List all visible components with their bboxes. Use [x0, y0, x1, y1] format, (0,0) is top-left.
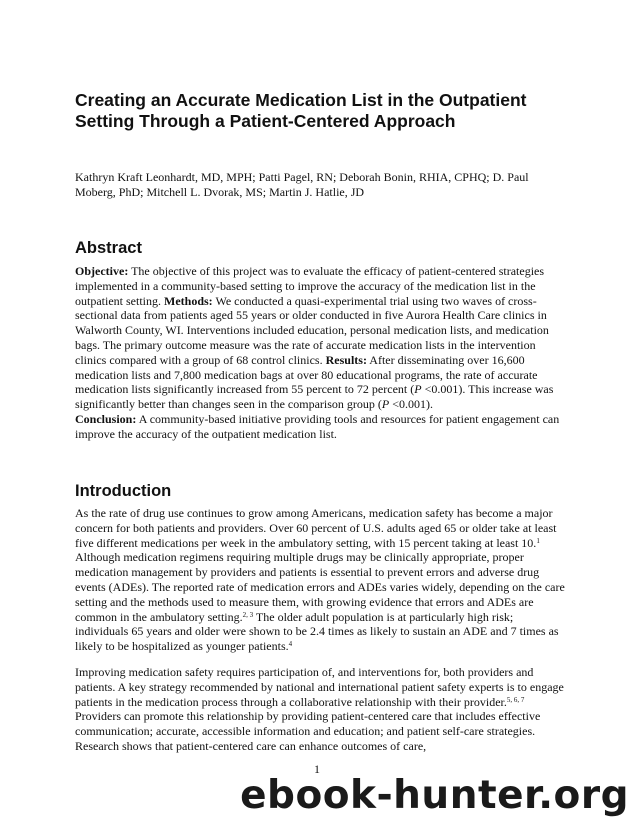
objective-text: The objective of this project was to evaluate the efficacy of patient-centered strategies implemented in a community-based setting to improve the accuracy of the medication list in the outpatient setting.: [75, 264, 545, 308]
introduction-paragraph-1: [75, 506, 565, 654]
body-text: Providers can promote this relationship by providing patient-centered care that includes effective communication; accurate, accessible information and education; and patient self-care strategies. Research shows that patient-centered care can enhance outcomes of care,: [75, 709, 541, 753]
conclusion-text: A community-based initiative providing tools and resources for patient engagement can improve the accuracy of the outpatient medication list.: [75, 411, 560, 441]
author-list: Kathryn Kraft Leonhardt, MD, MPH; Patti Pagel, RN; Deborah Bonin, RHIA, CPHQ; D. Paul Moberg, PhD; Mitchell L. Dvorak, MS; Martin J. Hatlie, JD: [75, 170, 529, 199]
body-text: As the rate of drug use continues to grow among Americans, medication safety has become a major concern for both patients and providers. Over 60 percent of U.S. adults aged 65 or older take at least five different medications per week in the ambulatory setting, with 15 percent taking at least 10.: [75, 506, 557, 550]
conclusion-label: Conclusion:: [75, 411, 137, 426]
paper-title: Creating an Accurate Medication List in the Outpatient Setting Through a Patient-Centered Approach: [75, 90, 527, 131]
body-text: The older adult population is at particularly high risk; individuals 65 years and older were shown to be 2.4 times as likely to sustain an ADE and 7 times as likely to be hospitalized as younger patients.: [75, 609, 559, 654]
body-text: Although medication regimens requiring multiple drugs may be clinically appropriate, proper medication management by providers and patients is essential to prevent errors and adverse drug events (ADEs). The reported rate of medication errors and ADEs varies widely, depending on the care setting and the methods used to measure them, with growing evidence that errors and ADEs are common in the ambulatory setting.: [75, 550, 565, 624]
introduction-paragraph-2: [75, 665, 565, 754]
methods-text: We conducted a quasi-experimental trial using two waves of cross-sectional data from patients aged 55 years or older conducted in five Aurora Health Care clinics in Walworth County, WI. Interventions included education, personal medication lists, and medication bags. The primary outcome measure was the rate of accurate medication lists in the intervention clinics compared with a group of 68 control clinics.: [75, 293, 549, 367]
body-text: Improving medication safety requires participation of, and interventions for, both providers and patients. A key strategy recommended by national and international patient safety experts is to engage patients in the medication process through a collaborative relationship with their provider.: [75, 665, 564, 709]
citation-ref: 5, 6, 7: [506, 695, 525, 704]
p-value-symbol: P: [381, 397, 390, 412]
results-label: Results:: [325, 352, 367, 367]
objective-label: Objective:: [75, 264, 129, 278]
page-number: 1: [314, 762, 320, 776]
methods-label: Methods:: [164, 293, 213, 308]
citation-ref: 2, 3: [242, 610, 254, 619]
citation-ref: 1: [536, 536, 540, 545]
introduction-heading: Introduction: [75, 482, 172, 500]
citation-ref: 4: [288, 640, 293, 649]
results-text: <0.001).: [389, 397, 434, 412]
p-value-symbol: P: [414, 382, 422, 397]
results-text: <0.001). This increase was significantly better than changes seen in the comparison group (: [75, 382, 554, 412]
abstract-heading: Abstract: [75, 239, 142, 257]
results-text: After disseminating over 16,600 medication lists and 7,800 medication bags at over 80 educational programs, the rate of accurate medication lists significantly increased from 55 percent to 72 percent (: [75, 352, 538, 397]
abstract-paragraph: [75, 264, 565, 442]
watermark: ebook-hunter.org: [240, 773, 629, 818]
